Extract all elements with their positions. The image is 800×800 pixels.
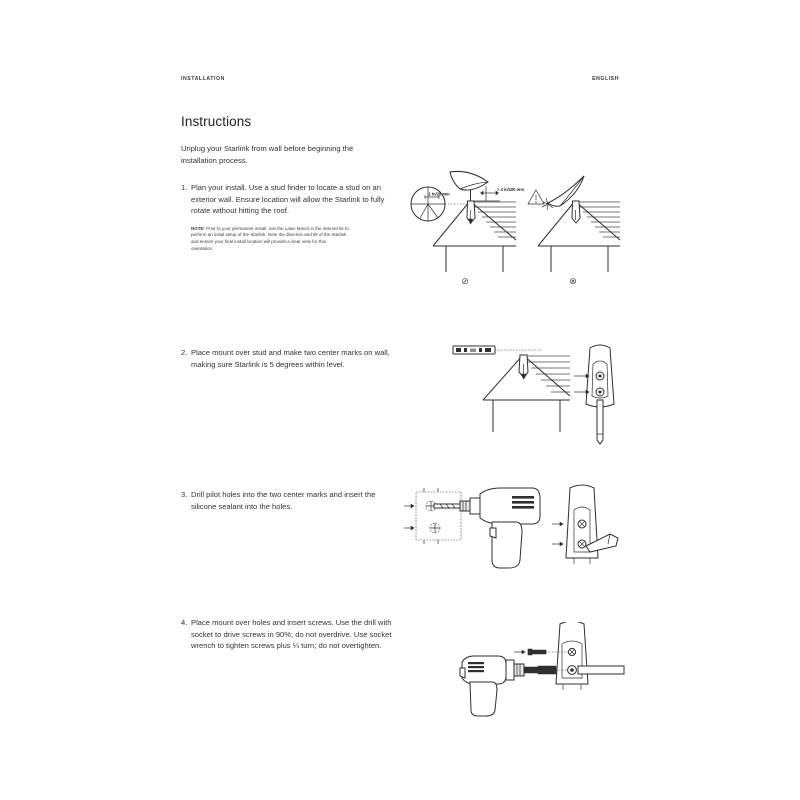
step-1 <box>181 182 393 252</box>
step-2-text: Place mount over stud and make two center marks on wall, making sure Starlink is 5 degrees within level. <box>191 348 390 369</box>
figure-step-2 <box>448 334 630 446</box>
fig1-incorrect-mark: ⊗ <box>569 276 577 286</box>
fig4-mount-plate <box>556 622 588 690</box>
intro-paragraph: Unplug your Starlink from wall before beginning the installation process. <box>181 144 354 165</box>
step-2-number: 2. <box>181 348 188 357</box>
step-4 <box>181 617 393 652</box>
fig1-correct-mark: ⊘ <box>461 276 469 286</box>
figure-step-3 <box>404 474 628 582</box>
level-tool <box>453 346 495 354</box>
power-drill-step3 <box>434 488 540 568</box>
fig4-drill-trigger <box>460 668 465 678</box>
fig1-incorrect-diagram <box>528 176 620 286</box>
step-1-note-text: Prior to your permanent install, use the Lawn Mount in the internet kit to perform an initial setup of the Starlink. Note the direction and tilt of the Starlink and ensure your final install location will provide a clear view for this orientation. <box>191 225 349 251</box>
figure-step-4 <box>452 622 630 720</box>
fig1-standoff-label: > 4 in/100 mm <box>497 187 524 192</box>
warning-triangle-icon <box>528 190 544 204</box>
fig4-socket-bit <box>524 667 538 673</box>
fig1-correct-diagram <box>411 171 524 286</box>
fig3-drill-trigger <box>490 528 496 538</box>
step-1-note <box>191 226 349 252</box>
step-1-number: 1. <box>181 183 188 192</box>
page-title: Instructions <box>181 114 252 129</box>
figure-step-1 <box>408 168 630 286</box>
fig3-wall-marks <box>416 488 461 544</box>
fig2-roof-slope-left <box>483 355 523 400</box>
header-language-label: ENGLISH <box>592 76 619 82</box>
fig1-magnifier-detail <box>411 187 450 221</box>
fig3-mount-arrows <box>552 522 563 546</box>
fig3-mount-sealant <box>566 485 618 564</box>
fig1-standoff-dimension <box>471 186 524 201</box>
step-1-note-label: NOTE: <box>191 225 205 231</box>
step-4-number: 4. <box>181 618 188 627</box>
fig4-drill-vents <box>468 662 484 672</box>
socket-wrench <box>578 666 624 674</box>
fig1-wall-mount-incorrect <box>572 201 580 223</box>
step-2 <box>181 347 393 370</box>
step-1-text: Plan your install. Use a stud finder to locate a stud on an exterior wall. Ensure location will allow the Starlink to fully rotate without hitting the roof. <box>191 183 385 216</box>
running-header <box>181 76 619 82</box>
fig2-mount-detail <box>586 345 614 444</box>
fig2-roof-slope-right <box>523 355 570 396</box>
header-section-label: INSTALLATION <box>181 76 225 82</box>
step-3 <box>181 489 393 512</box>
power-drill-step4 <box>460 656 556 716</box>
fig3-wall-arrows <box>404 504 414 530</box>
fig1-clearance-label: 1 in/25 mm <box>428 191 450 197</box>
fig3-drill-vents <box>512 496 534 509</box>
fig2-mark-arrows <box>574 374 589 394</box>
fig2-pencil <box>597 400 603 444</box>
step-3-text: Drill pilot holes into the two center marks and insert the silicone sealant into the holes. <box>191 490 376 511</box>
step-4-text: Place mount over holes and insert screws. Use the drill with socket to drive screws in 90%; do not overdrive. Use socket wrench to tighten screws plus ¼ turn; do not overtighten. <box>191 618 392 651</box>
step-3-number: 3. <box>181 490 188 499</box>
fig1-dish-left <box>450 171 488 190</box>
